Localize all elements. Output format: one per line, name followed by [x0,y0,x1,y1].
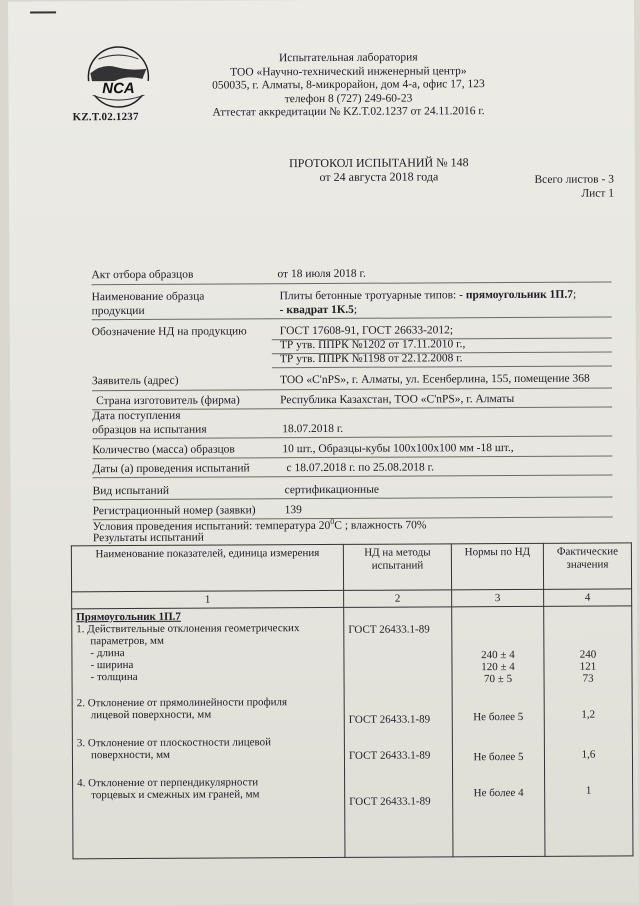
underline [93,496,613,500]
conditions [93,516,427,533]
document-page [8,0,639,906]
section-title: Прямоугольник 1П.7 [76,610,181,624]
col-number: 4 [544,589,632,606]
nd-value-3: ТР утв. ППРК №1198 от 22.12.2008 г. [279,352,463,366]
org-header [198,51,498,120]
row3-actual: 1,6 [581,748,596,761]
row1-sub-width: - ширина [90,658,134,672]
norm-cell [452,606,545,856]
applicant-value: ТОО «C'nPS», г. Алматы, ул. Есенберлина, 155, помещение 368 [279,372,590,387]
type-label: Вид испытаний [92,484,170,498]
reg-label: Регистрационный номер (заявки) [92,504,256,518]
row2-actual: 1,2 [581,708,596,721]
logo-text: NCA [102,79,135,98]
act-label: Акт отбора образцов [91,268,194,282]
product-type-2: - квадрат 1К.5 [279,303,354,317]
row1-name: 1. Действительные отклонения геометрических параметров, мм [76,622,300,648]
country-label: Страна изготовитель (фирма) [96,394,240,408]
row1-norm-thickness: 70 ± 5 [483,673,513,686]
method-cell [344,607,453,858]
sheet-info [514,172,614,201]
product-name-line2 [280,304,357,316]
col-number: 3 [452,589,544,606]
name-label-2: продукции [91,304,145,318]
date-in-label-2: образцов на испытания [92,423,207,437]
table-body-row [72,606,633,859]
underline [92,435,612,439]
country-value: Республика Казахстан, ТОО «C'nPS», г. Алматы [280,392,515,407]
row4-method: ГОСТ 26433.1-89 [349,795,431,808]
row3-name: 3. Отклонение от плоскостности лицевой поверхности, мм [76,736,272,762]
total-sheets: Всего листов - 3 [534,173,614,186]
product-name-suffix: ; [572,288,577,301]
actual-cell [544,606,633,856]
row4-actual: 1 [585,784,592,797]
row1-actual-thickness: 73 [582,672,594,685]
nca-logo [76,45,160,113]
nd-value-2: ТР утв. ППРК №1202 от 17.11.2010 г., [279,338,466,352]
row4-name: 4. Отклонение от перпендикулярности торцевых и смежных им граней, мм [77,776,260,802]
row1-norm-width: 120 ± 4 [481,660,515,674]
row2-norm: Не более 5 [473,710,524,724]
product-type-1: прямоугольник 1П.7 [465,288,573,302]
product-name-prefix: Плиты бетонные тротуарные типов: - [279,289,466,303]
dates-value: с 18.07.2018 г. по 25.08.2018 г. [286,461,434,475]
row2-name: 2. Отклонение от прямолинейности профиля лицевой поверхности, мм [76,696,288,722]
attestat-code: KZ.T.02.1237 [72,110,139,124]
reg-value: 139 [284,504,302,517]
sheet-number: Лист 1 [581,187,615,200]
header-actual: Фактические значения [543,543,631,589]
date-in-value: 18.07.2018 г. [282,422,344,436]
company-name: ТОО «Научно-технический инженерный центр» [230,64,467,78]
lab-name: Испытательная лаборатория [278,51,418,65]
company-phone: телефон 8 (727) 249-60-23 [284,92,413,105]
indicator-cell [72,607,345,858]
col-number: 1 [72,590,344,608]
row1-actual-width: 121 [579,660,597,673]
row1-actual-length: 240 [579,648,597,661]
underline [92,387,612,391]
product-name-line1 [280,289,577,303]
row3-norm: Не более 5 [473,750,524,764]
degree-sup: 0 [330,516,335,526]
company-address: 050035, г. Алматы, 8-микрорайон, дом 4-а, офис 17, 123 [212,78,485,92]
nd-label: Обозначение НД на продукцию [91,325,247,339]
underline [92,474,612,478]
results-table [71,542,634,859]
act-value: от 18 июля 2018 г. [277,267,366,281]
row1-norm-length: 240 ± 4 [481,648,515,662]
table-header-row [71,543,631,592]
underline [91,281,611,285]
conditions-text-2: С ; влажность 70% [334,519,427,532]
dates-label: Даты (а) проведения испытаний [92,462,250,476]
header-indicator: Наименование показателей, единица измерения [71,544,343,591]
underline [92,455,612,459]
row4-norm: Не более 4 [473,786,524,800]
applicant-label: Заявитель (адрес) [91,374,179,388]
conditions-text: Условия проведения испытаний: температура 20 [92,519,331,534]
qty-label: Количество (масса) образцов [92,443,235,457]
row1-sub-thickness: - толщина [90,670,138,684]
row1-method: ГОСТ 26433.1-89 [348,623,430,636]
row2-method: ГОСТ 26433.1-89 [348,713,431,726]
results-label: Результаты испытаний [92,531,204,545]
name-label-1: Наименование образца [91,290,205,304]
protocol-title: ПРОТОКОЛ ИСПЫТАНИЙ № 148 [289,155,469,171]
underline [92,316,612,320]
protocol-date: от 24 августа 2018 года [319,169,439,185]
row3-method: ГОСТ 26433.1-89 [348,749,431,762]
row1-sub-length: - длина [90,647,125,660]
header-norm: Нормы по НД [451,543,543,589]
nd-value-1: ГОСТ 17608-91, ГОСТ 26633-2012; [279,324,454,338]
scan-mark [30,11,56,13]
col-number: 2 [344,590,452,608]
header-method: НД на методы испытаний [343,544,451,591]
protocol-title-block [264,155,494,184]
type-value: сертификационные [284,483,380,497]
accreditation: Аттестат аккредитации № KZ.T.02.1237 от 24.11.2016 г. [212,105,485,119]
product-name-suffix-2: ; [353,303,358,316]
qty-value: 10 шт., Образцы-кубы 100х100х100 мм -18 шт., [282,441,514,456]
underline [272,365,612,368]
date-in-label-1: Дата поступления [92,409,181,423]
